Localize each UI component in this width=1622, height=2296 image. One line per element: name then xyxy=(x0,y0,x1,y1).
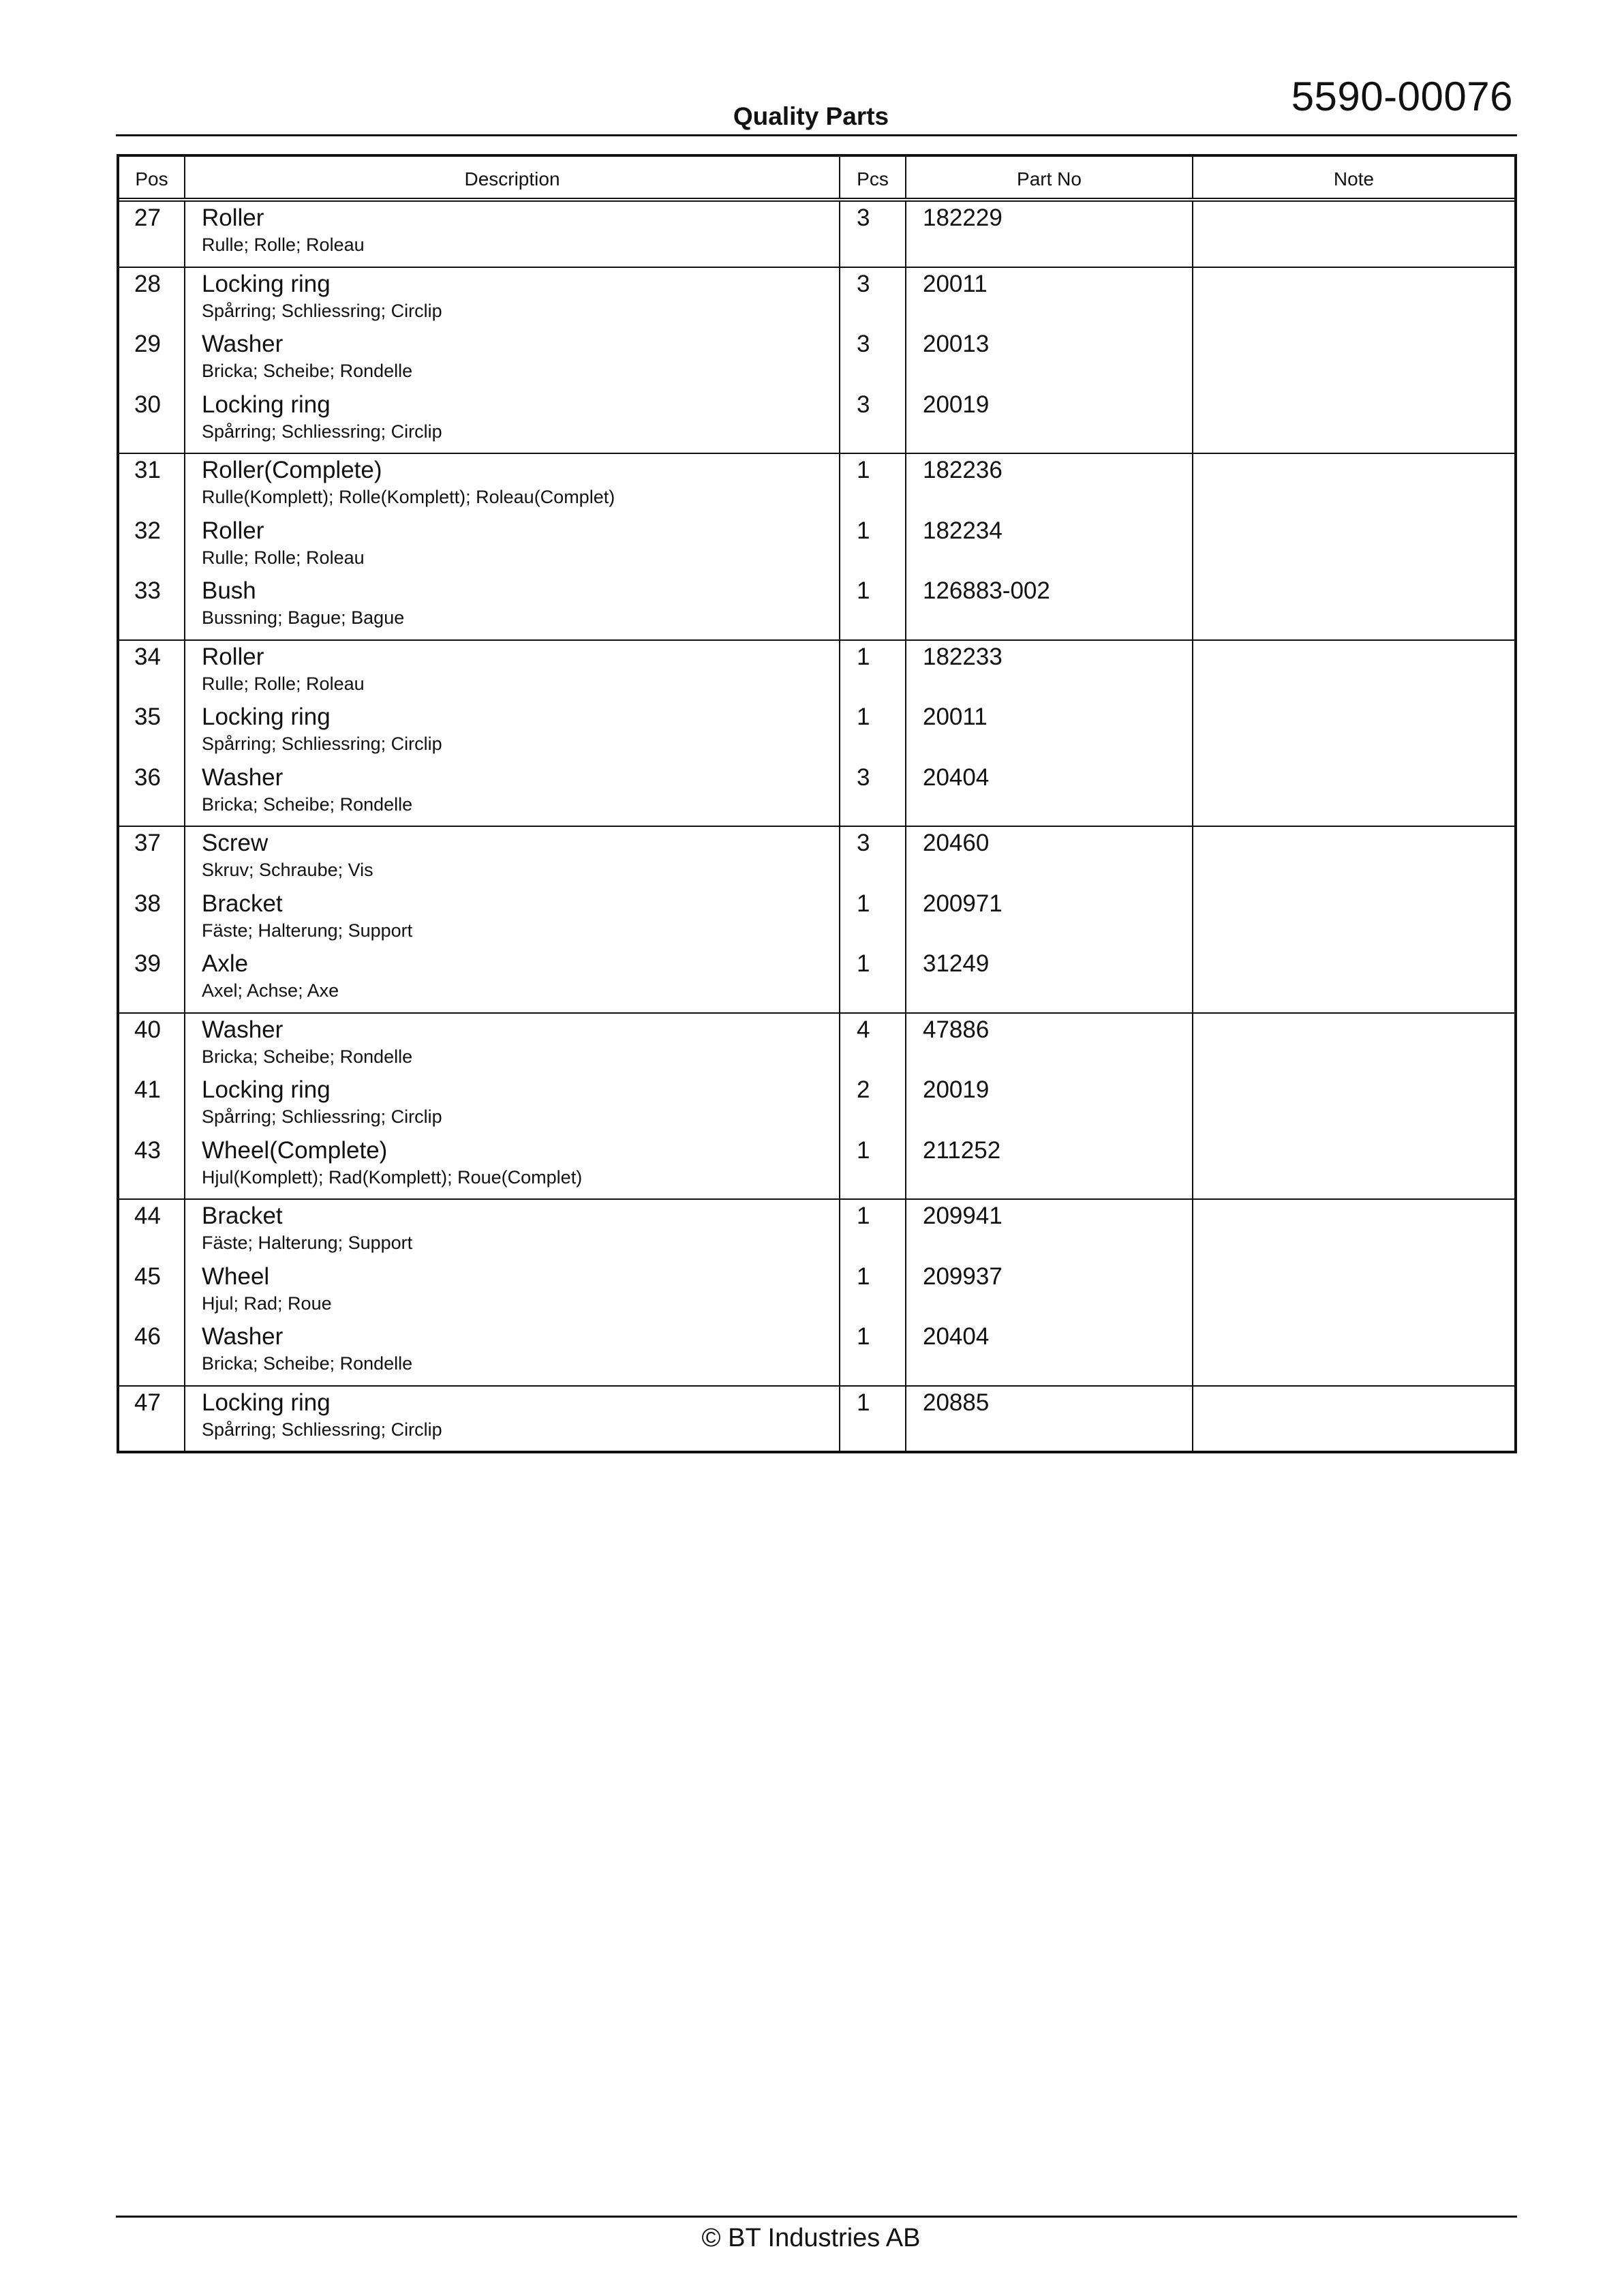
part-pos: 41 xyxy=(134,1076,161,1103)
part-name: Washer xyxy=(202,1016,284,1043)
table-row xyxy=(185,202,839,262)
table-row xyxy=(185,1200,839,1260)
part-number: 20011 xyxy=(923,270,988,297)
part-pcs: 1 xyxy=(857,704,870,730)
part-translations: Rulle; Rolle; Roleau xyxy=(202,673,365,694)
description-cell xyxy=(185,1200,840,1385)
part-number: 211252 xyxy=(923,1136,1001,1164)
table-row xyxy=(840,888,905,948)
part-number: 182233 xyxy=(923,643,1003,670)
part-pcs: 3 xyxy=(857,830,870,856)
table-row xyxy=(185,948,839,1008)
part-translations: Bricka; Scheibe; Rondelle xyxy=(202,794,413,815)
table-row xyxy=(185,328,839,389)
table-row xyxy=(1193,575,1514,635)
part-pcs: 1 xyxy=(857,577,870,604)
part-name: Locking ring xyxy=(202,391,331,418)
pcs-cell xyxy=(840,268,906,453)
part-pcs: 3 xyxy=(857,764,870,791)
pos-cell xyxy=(119,268,185,453)
part-number: 126883-002 xyxy=(923,577,1050,604)
part-translations: Fäste; Halterung; Support xyxy=(202,1233,413,1253)
part-pcs: 1 xyxy=(857,1323,870,1350)
table-row xyxy=(906,827,1192,888)
table-row xyxy=(906,1260,1192,1321)
table-row xyxy=(906,389,1192,449)
part-pos: 27 xyxy=(134,205,161,231)
table-row xyxy=(906,701,1192,761)
table-row xyxy=(185,1260,839,1321)
pcs-cell xyxy=(840,641,906,826)
part-pos: 36 xyxy=(134,764,161,791)
part-number: 20013 xyxy=(923,331,990,357)
pcs-cell xyxy=(840,202,906,267)
description-cell xyxy=(185,827,840,1012)
description-cell xyxy=(185,641,840,826)
part-number: 20011 xyxy=(923,704,988,730)
table-row xyxy=(185,575,839,635)
part-no-cell xyxy=(906,1387,1193,1451)
table-row-group xyxy=(119,641,1514,828)
doc-number: 5590-00076 xyxy=(1291,74,1513,119)
column-header-part-no: Part No xyxy=(906,157,1193,198)
part-number: 182229 xyxy=(923,205,1003,231)
part-name: Locking ring xyxy=(202,1076,331,1103)
table-row-group xyxy=(119,202,1514,268)
part-pcs: 3 xyxy=(857,331,870,357)
part-pcs: 3 xyxy=(857,205,870,231)
table-row xyxy=(840,761,905,822)
description-cell xyxy=(185,202,840,267)
table-row xyxy=(119,1320,184,1381)
column-header-pos: Pos xyxy=(119,157,185,198)
table-row-group xyxy=(119,1387,1514,1451)
part-number: 47886 xyxy=(923,1016,990,1043)
table-row xyxy=(119,1074,184,1134)
part-name: Bush xyxy=(202,577,256,604)
part-pcs: 1 xyxy=(857,1263,870,1290)
part-translations: Axel; Achse; Axe xyxy=(202,980,339,1001)
table-row xyxy=(840,1260,905,1321)
table-row xyxy=(840,948,905,1008)
table-row-group xyxy=(119,827,1514,1014)
table-row xyxy=(119,827,184,888)
part-number: 20019 xyxy=(923,391,990,418)
table-row xyxy=(119,515,184,575)
part-name: Washer xyxy=(202,1323,284,1350)
note-cell xyxy=(1193,641,1514,826)
table-row xyxy=(119,701,184,761)
table-row xyxy=(1193,1387,1514,1447)
part-pcs: 1 xyxy=(857,1203,870,1229)
part-translations: Spårring; Schliessring; Circlip xyxy=(202,1419,442,1440)
part-translations: Rulle; Rolle; Roleau xyxy=(202,547,365,568)
part-no-cell xyxy=(906,641,1193,826)
table-row xyxy=(1193,454,1514,515)
part-pcs: 1 xyxy=(857,457,870,483)
part-pos: 34 xyxy=(134,643,161,670)
pos-cell xyxy=(119,827,185,1012)
part-pos: 47 xyxy=(134,1389,161,1416)
table-row xyxy=(1193,948,1514,1008)
part-pos: 38 xyxy=(134,890,161,917)
pos-cell xyxy=(119,1200,185,1385)
part-no-cell xyxy=(906,1200,1193,1385)
part-name: Locking ring xyxy=(202,270,331,297)
part-pcs: 3 xyxy=(857,270,870,297)
table-row xyxy=(185,641,839,701)
part-pcs: 1 xyxy=(857,1136,870,1164)
part-pos: 37 xyxy=(134,830,161,856)
table-row xyxy=(1193,1200,1514,1260)
part-translations: Hjul; Rad; Roue xyxy=(202,1293,332,1314)
table-row xyxy=(1193,1320,1514,1381)
table-row xyxy=(185,701,839,761)
part-number: 31249 xyxy=(923,950,990,977)
part-name: Washer xyxy=(202,331,284,357)
part-translations: Skruv; Schraube; Vis xyxy=(202,860,373,880)
part-number: 20404 xyxy=(923,1323,990,1350)
table-row xyxy=(840,1074,905,1134)
part-translations: Bricka; Scheibe; Rondelle xyxy=(202,1046,413,1067)
table-row xyxy=(1193,1260,1514,1321)
part-name: Locking ring xyxy=(202,1389,331,1416)
description-cell xyxy=(185,1387,840,1451)
part-name: Wheel(Complete) xyxy=(202,1136,388,1164)
pos-cell xyxy=(119,1014,185,1199)
table-row xyxy=(1193,1074,1514,1134)
table-row xyxy=(840,827,905,888)
note-cell xyxy=(1193,268,1514,453)
part-pos: 46 xyxy=(134,1323,161,1350)
part-pos: 40 xyxy=(134,1016,161,1043)
part-pos: 30 xyxy=(134,391,161,418)
part-translations: Bricka; Scheibe; Rondelle xyxy=(202,361,413,381)
part-translations: Spårring; Schliessring; Circlip xyxy=(202,300,442,321)
table-row xyxy=(906,202,1192,262)
description-cell xyxy=(185,268,840,453)
note-cell xyxy=(1193,454,1514,639)
column-header-pcs: Pcs xyxy=(840,157,906,198)
part-pcs: 1 xyxy=(857,950,870,977)
table-row xyxy=(906,1074,1192,1134)
table-row xyxy=(185,515,839,575)
part-name: Roller xyxy=(202,643,264,670)
note-cell xyxy=(1193,1014,1514,1199)
table-row xyxy=(906,1320,1192,1381)
part-name: Washer xyxy=(202,764,284,791)
table-row-group xyxy=(119,454,1514,641)
table-row xyxy=(119,389,184,449)
table-row xyxy=(119,1134,184,1195)
part-name: Roller(Complete) xyxy=(202,457,382,483)
part-number: 200971 xyxy=(923,890,1003,917)
part-translations: Bricka; Scheibe; Rondelle xyxy=(202,1353,413,1374)
part-translations: Rulle; Rolle; Roleau xyxy=(202,235,365,255)
part-number: 20885 xyxy=(923,1389,990,1416)
part-translations: Spårring; Schliessring; Circlip xyxy=(202,734,442,754)
note-cell xyxy=(1193,1387,1514,1451)
table-row xyxy=(119,268,184,329)
table-row xyxy=(119,948,184,1008)
table-row xyxy=(185,454,839,515)
table-row xyxy=(1193,202,1514,262)
table-row-group xyxy=(119,1014,1514,1200)
description-cell xyxy=(185,454,840,639)
parts-table xyxy=(117,154,1517,1453)
header-divider xyxy=(116,134,1517,136)
table-row xyxy=(185,888,839,948)
table-row xyxy=(1193,389,1514,449)
part-no-cell xyxy=(906,454,1193,639)
table-row xyxy=(840,515,905,575)
table-row xyxy=(119,1014,184,1074)
part-pcs: 4 xyxy=(857,1016,870,1043)
table-row xyxy=(906,1014,1192,1074)
table-row xyxy=(906,888,1192,948)
part-pos: 43 xyxy=(134,1136,161,1164)
table-row xyxy=(185,268,839,329)
part-pos: 35 xyxy=(134,704,161,730)
part-name: Axle xyxy=(202,950,249,977)
table-row xyxy=(1193,888,1514,948)
table-header-row xyxy=(119,157,1514,202)
pcs-cell xyxy=(840,1014,906,1199)
table-row xyxy=(185,1074,839,1134)
table-row xyxy=(1193,1014,1514,1074)
table-row xyxy=(906,515,1192,575)
part-pcs: 3 xyxy=(857,391,870,418)
table-row xyxy=(119,641,184,701)
part-pos: 44 xyxy=(134,1203,161,1229)
part-number: 209937 xyxy=(923,1263,1003,1290)
table-row xyxy=(906,454,1192,515)
column-header-description: Description xyxy=(185,157,840,198)
part-no-cell xyxy=(906,268,1193,453)
table-row xyxy=(119,1260,184,1321)
part-name: Screw xyxy=(202,830,269,856)
table-row xyxy=(119,1200,184,1260)
table-row xyxy=(906,1134,1192,1195)
part-name: Bracket xyxy=(202,890,283,917)
note-cell xyxy=(1193,202,1514,267)
description-cell xyxy=(185,1014,840,1199)
table-row xyxy=(185,1134,839,1195)
table-row xyxy=(840,389,905,449)
pos-cell xyxy=(119,1387,185,1451)
table-row xyxy=(119,1387,184,1447)
part-name: Locking ring xyxy=(202,704,331,730)
part-no-cell xyxy=(906,1014,1193,1199)
part-pos: 29 xyxy=(134,331,161,357)
table-row xyxy=(906,948,1192,1008)
table-row xyxy=(840,575,905,635)
table-row xyxy=(1193,641,1514,701)
table-row xyxy=(840,1200,905,1260)
part-pos: 28 xyxy=(134,270,161,297)
table-row xyxy=(185,1014,839,1074)
part-name: Roller xyxy=(202,205,264,231)
pcs-cell xyxy=(840,1387,906,1451)
part-pos: 31 xyxy=(134,457,161,483)
table-row xyxy=(840,1320,905,1381)
table-row xyxy=(185,827,839,888)
part-number: 182234 xyxy=(923,517,1003,544)
table-row xyxy=(185,389,839,449)
part-pcs: 2 xyxy=(857,1076,870,1103)
table-row xyxy=(185,761,839,822)
table-row xyxy=(906,328,1192,389)
part-pos: 39 xyxy=(134,950,161,977)
part-translations: Fäste; Halterung; Support xyxy=(202,920,413,941)
table-row xyxy=(906,761,1192,822)
part-number: 209941 xyxy=(923,1203,1003,1229)
footer-copyright: © BT Industries AB xyxy=(701,2224,921,2252)
table-row xyxy=(906,575,1192,635)
table-row xyxy=(840,328,905,389)
table-row xyxy=(185,1387,839,1447)
part-number: 20404 xyxy=(923,764,990,791)
part-number: 182236 xyxy=(923,457,1003,483)
part-translations: Spårring; Schliessring; Circlip xyxy=(202,1106,442,1127)
table-row xyxy=(840,1134,905,1195)
table-row xyxy=(1193,268,1514,329)
part-pcs: 1 xyxy=(857,890,870,917)
part-pcs: 1 xyxy=(857,517,870,544)
table-row-group xyxy=(119,268,1514,455)
table-body xyxy=(119,202,1514,1451)
footer-divider xyxy=(116,2216,1517,2218)
page-title: Quality Parts xyxy=(733,102,889,130)
part-translations: Bussning; Bague; Bague xyxy=(202,607,405,628)
table-row xyxy=(840,1387,905,1447)
part-pcs: 1 xyxy=(857,1389,870,1416)
table-row xyxy=(906,641,1192,701)
table-row xyxy=(1193,1134,1514,1195)
column-header-note: Note xyxy=(1333,168,1375,190)
part-name: Wheel xyxy=(202,1263,270,1290)
table-row xyxy=(840,1014,905,1074)
table-row xyxy=(119,454,184,515)
table-row xyxy=(840,454,905,515)
part-translations: Rulle(Komplett); Rolle(Komplett); Roleau(Complet) xyxy=(202,487,615,507)
part-translations: Hjul(Komplett); Rad(Komplett); Roue(Complet) xyxy=(202,1166,583,1188)
table-row xyxy=(906,1387,1192,1447)
part-pcs: 1 xyxy=(857,643,870,670)
table-row xyxy=(840,701,905,761)
table-row xyxy=(185,1320,839,1381)
part-pos: 32 xyxy=(134,517,161,544)
part-no-cell xyxy=(906,827,1193,1012)
note-cell xyxy=(1193,827,1514,1012)
table-row xyxy=(906,1200,1192,1260)
table-row xyxy=(840,641,905,701)
part-pos: 33 xyxy=(134,577,161,604)
table-row-group xyxy=(119,1200,1514,1387)
table-row xyxy=(906,268,1192,329)
table-row xyxy=(119,575,184,635)
table-row xyxy=(1193,761,1514,822)
table-row xyxy=(1193,827,1514,888)
pos-cell xyxy=(119,641,185,826)
part-translations: Spårring; Schliessring; Circlip xyxy=(202,421,442,442)
pcs-cell xyxy=(840,1200,906,1385)
note-cell xyxy=(1193,1200,1514,1385)
pos-cell xyxy=(119,202,185,267)
table-row xyxy=(119,202,184,262)
part-name: Roller xyxy=(202,517,264,544)
table-row xyxy=(119,328,184,389)
part-number: 20460 xyxy=(923,830,990,856)
table-row xyxy=(119,888,184,948)
part-name: Bracket xyxy=(202,1203,283,1229)
part-number: 20019 xyxy=(923,1076,990,1103)
table-row xyxy=(840,268,905,329)
part-no-cell xyxy=(906,202,1193,267)
table-row xyxy=(840,202,905,262)
pos-cell xyxy=(119,454,185,639)
table-row xyxy=(1193,328,1514,389)
table-row xyxy=(1193,701,1514,761)
table-row xyxy=(1193,515,1514,575)
table-row xyxy=(119,761,184,822)
pcs-cell xyxy=(840,454,906,639)
part-pos: 45 xyxy=(134,1263,161,1290)
pcs-cell xyxy=(840,827,906,1012)
